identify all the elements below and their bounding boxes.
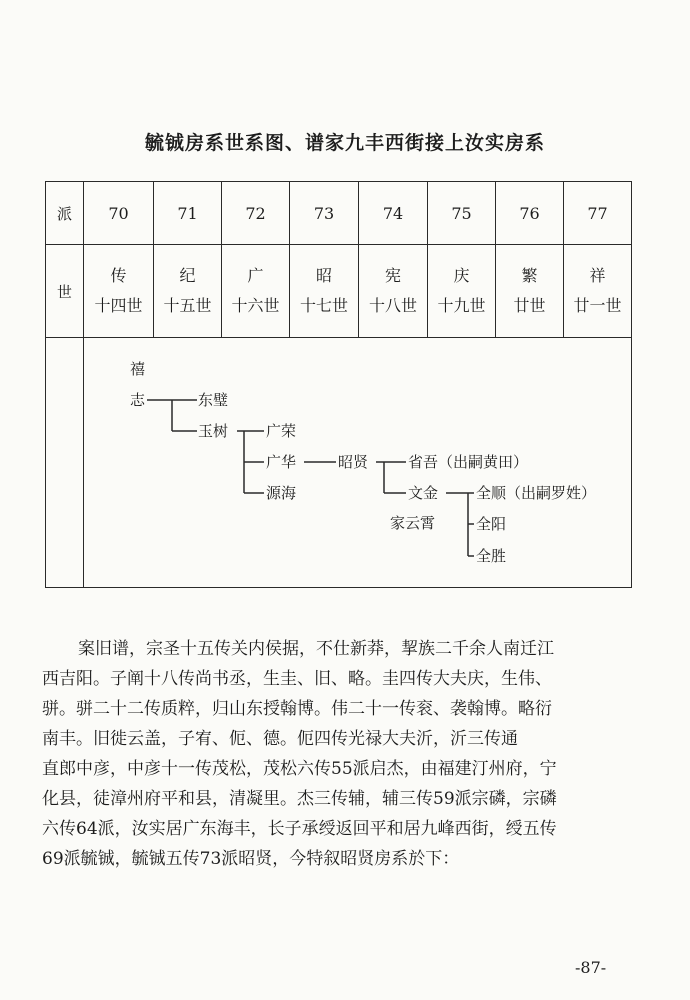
generation-cell bbox=[84, 245, 154, 338]
paragraph-line: 西吉阳。子阐十八传尚书丞，生圭、旧、略。圭四传大夫庆，生伟、 bbox=[42, 669, 552, 689]
paragraph-line: 化县，徒漳州府平和县，清凝里。杰三传辅，辅三传59派宗磷，宗磷 bbox=[42, 789, 557, 809]
generation-cell bbox=[222, 245, 290, 338]
generation-char: 昭 bbox=[315, 266, 332, 285]
generation-number: 十六世 bbox=[231, 296, 280, 315]
generation-cell bbox=[359, 245, 428, 338]
generation-cell bbox=[428, 245, 496, 338]
body-paragraph bbox=[42, 634, 638, 874]
person-jiayunxiao: 家云霄 bbox=[390, 514, 436, 532]
pai-cell: 70 bbox=[84, 182, 154, 245]
paragraph-line: 骈。骈二十二传质粹，归山东授翰博。伟二十一传衮、袭翰博。略衍 bbox=[42, 699, 552, 719]
generation-number: 十五世 bbox=[163, 296, 212, 315]
generation-cell bbox=[290, 245, 359, 338]
generation-number: 廿世 bbox=[513, 296, 546, 315]
tree-row-label bbox=[46, 338, 84, 588]
pai-cell: 77 bbox=[564, 182, 632, 245]
pai-cell: 71 bbox=[154, 182, 222, 245]
generation-char: 庆 bbox=[453, 266, 470, 285]
person-wenjin: 文金 bbox=[408, 484, 439, 502]
generation-char: 繁 bbox=[521, 266, 538, 285]
generation-cell bbox=[564, 245, 632, 338]
generation-number: 十七世 bbox=[299, 296, 348, 315]
pai-cell: 74 bbox=[359, 182, 428, 245]
person-zhi: 志 bbox=[130, 391, 146, 409]
paragraph-line: 南丰。旧徙云盖，子宥、伌、德。伌四传光禄大夫沂，沂三传通 bbox=[42, 729, 518, 749]
person-quansheng: 全胜 bbox=[476, 547, 507, 565]
genealogy-table bbox=[45, 181, 632, 588]
pai-cell: 72 bbox=[222, 182, 290, 245]
person-yushu: 玉树 bbox=[198, 422, 229, 440]
shi-label: 世 bbox=[46, 245, 84, 338]
paragraph-line: 直郎中彦，中彦十一传茂松，茂松六传55派启杰，由福建汀州府，宁 bbox=[42, 759, 557, 779]
generation-char: 传 bbox=[110, 266, 127, 285]
generation-number: 廿一世 bbox=[573, 296, 622, 315]
generation-number: 十九世 bbox=[437, 296, 486, 315]
generation-cell bbox=[496, 245, 564, 338]
shi-row bbox=[46, 245, 632, 338]
person-xi: 禧 bbox=[130, 360, 146, 378]
tree-row bbox=[46, 338, 632, 588]
person-zhaoxian: 昭贤 bbox=[338, 453, 369, 471]
paragraph-line: 六传64派，汝实居广东海丰，长子承绶返回平和居九峰西街，绶五传 bbox=[42, 819, 557, 839]
generation-char: 宪 bbox=[384, 266, 401, 285]
pai-cell: 73 bbox=[290, 182, 359, 245]
page-number: -87- bbox=[575, 958, 607, 977]
family-tree bbox=[84, 338, 632, 588]
person-shengwu: 省吾（出嗣黄田） bbox=[408, 453, 529, 471]
generation-char: 纪 bbox=[179, 266, 196, 285]
person-yuanhai: 源海 bbox=[266, 484, 297, 502]
paragraph-line: 69派毓铖，毓铖五传73派昭贤，今特叙昭贤房系於下： bbox=[42, 849, 460, 869]
page-title: 毓铖房系世系图、谱家九丰西街接上汝实房系 bbox=[144, 132, 545, 154]
paragraph-line: 案旧谱，宗圣十五传关内侯据，不仕新莽，挈族二千余人南迁江 bbox=[78, 639, 554, 659]
person-dongbi: 东璧 bbox=[198, 391, 229, 409]
generation-char: 祥 bbox=[589, 266, 606, 285]
person-quanshun: 全顺（出嗣罗姓） bbox=[476, 484, 597, 502]
generation-cell bbox=[154, 245, 222, 338]
generation-number: 十四世 bbox=[94, 296, 143, 315]
pai-cell: 76 bbox=[496, 182, 564, 245]
person-quanyang: 全阳 bbox=[476, 515, 507, 533]
pai-label: 派 bbox=[46, 182, 84, 245]
generation-char: 广 bbox=[247, 266, 264, 285]
pai-row bbox=[46, 182, 632, 245]
person-guangrong: 广荣 bbox=[266, 422, 297, 440]
pai-cell: 75 bbox=[428, 182, 496, 245]
generation-number: 十八世 bbox=[368, 296, 417, 315]
person-guanghua: 广华 bbox=[266, 453, 297, 471]
